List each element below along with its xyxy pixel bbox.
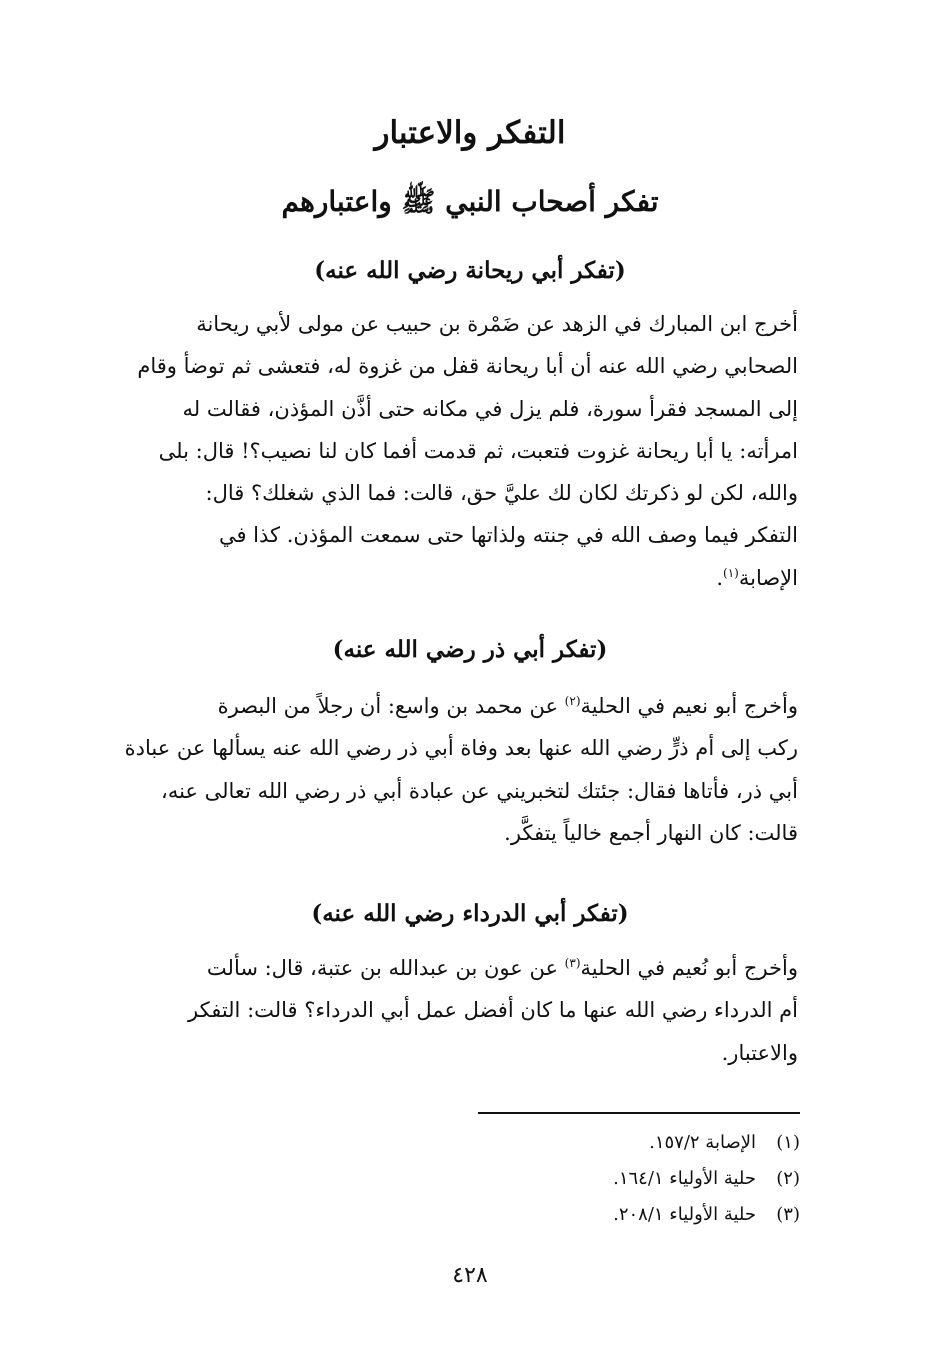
footnote-number: (١) xyxy=(776,1132,800,1153)
text-line: والاعتبار. xyxy=(721,1040,798,1065)
section-text-abu-dharr xyxy=(100,685,798,854)
footnote-ref-1: (١) xyxy=(723,565,739,580)
footnote-number: (٢) xyxy=(776,1168,800,1189)
text-fragment: عن محمد بن واسع: أن رجلاً من البصرة xyxy=(217,694,565,718)
footnote-text: حلية الأولياء ١٦٤/١. xyxy=(613,1168,756,1189)
chapter-title: التفكر والاعتبار xyxy=(374,115,566,151)
page-number: ٤٢٨ xyxy=(452,1263,488,1288)
footnotes xyxy=(470,1125,800,1233)
footnote-divider xyxy=(478,1112,800,1114)
text-fragment: الإصابة xyxy=(738,565,798,590)
text-fragment: وأخرج أبو نعيم في الحلية xyxy=(580,694,798,718)
footnote-number: (٣) xyxy=(776,1204,800,1225)
footnote-item xyxy=(470,1161,800,1197)
text-fragment: وأخرج أبو نُعيم في الحلية xyxy=(580,956,798,980)
text-fragment: . xyxy=(716,565,724,590)
text-line: قالت: كان النهار أجمع خالياً يتفكَّر. xyxy=(504,820,798,845)
text-line: والله، لكن لو ذكرتك لكان لك عليَّ حق، قالت: فما الذي شغلك؟ قال: xyxy=(205,481,798,506)
text-fragment: عن عون بن عبدالله بن عتبة، قال: سألت xyxy=(206,956,565,980)
text-line: امرأته: يا أبا ريحانة غزوت فتعبت، ثم قدمت أفما كان لنا نصيب؟! قال: بلى xyxy=(158,438,798,463)
chapter-subtitle: تفكر أصحاب النبي ﷺ واعتبارهم xyxy=(281,185,659,218)
text-line: ركب إلى أم ذرٍّ رضي الله عنها بعد وفاة أبي ذر رضي الله عنه يسألها عن عبادة xyxy=(124,736,798,761)
text-line: إلى المسجد فقرأ سورة، فلم يزل في مكانه حتى أذَّن المؤذن، فقالت له xyxy=(182,396,798,421)
text-line: التفكر فيما وصف الله في جنته ولذاتها حتى سمعت المؤذن. كذا في xyxy=(218,523,798,548)
text-line xyxy=(100,947,798,989)
text-line: أبي ذر، فأتاها فقال: جئتك لتخبريني عن عبادة أبي ذر رضي الله تعالى عنه، xyxy=(161,778,798,803)
footnote-text: حلية الأولياء ٢٠٨/١. xyxy=(613,1204,756,1225)
section-heading-abu-darda: (تفكر أبي الدرداء رضي الله عنه) xyxy=(311,900,629,927)
section-heading-abu-dharr: (تفكر أبي ذر رضي الله عنه) xyxy=(332,636,608,663)
text-line xyxy=(100,685,798,727)
footnote-ref-3: (٣) xyxy=(564,956,581,970)
footnote-text: الإصابة ١٥٧/٢. xyxy=(649,1132,756,1153)
text-line: أخرج ابن المبارك في الزهد عن ضَمْرة بن حبيب عن مولى لأبي ريحانة xyxy=(196,312,798,336)
section-text-abu-rayhana xyxy=(100,303,798,599)
section-text-abu-darda xyxy=(100,947,798,1074)
text-line: أم الدرداء رضي الله عنها ما كان أفضل عمل أبي الدرداء؟ قالت: التفكر xyxy=(188,998,798,1023)
text-line: الصحابي رضي الله عنه أن أبا ريحانة قفل من غزوة له، فتعشى ثم توضأ وقام xyxy=(137,354,798,379)
footnote-item xyxy=(470,1197,800,1233)
text-line-last xyxy=(100,557,798,599)
section-heading-abu-rayhana: (تفكر أبي ريحانة رضي الله عنه) xyxy=(314,257,626,284)
footnote-item xyxy=(470,1125,800,1161)
footnote-ref-2: (٢) xyxy=(564,694,581,708)
